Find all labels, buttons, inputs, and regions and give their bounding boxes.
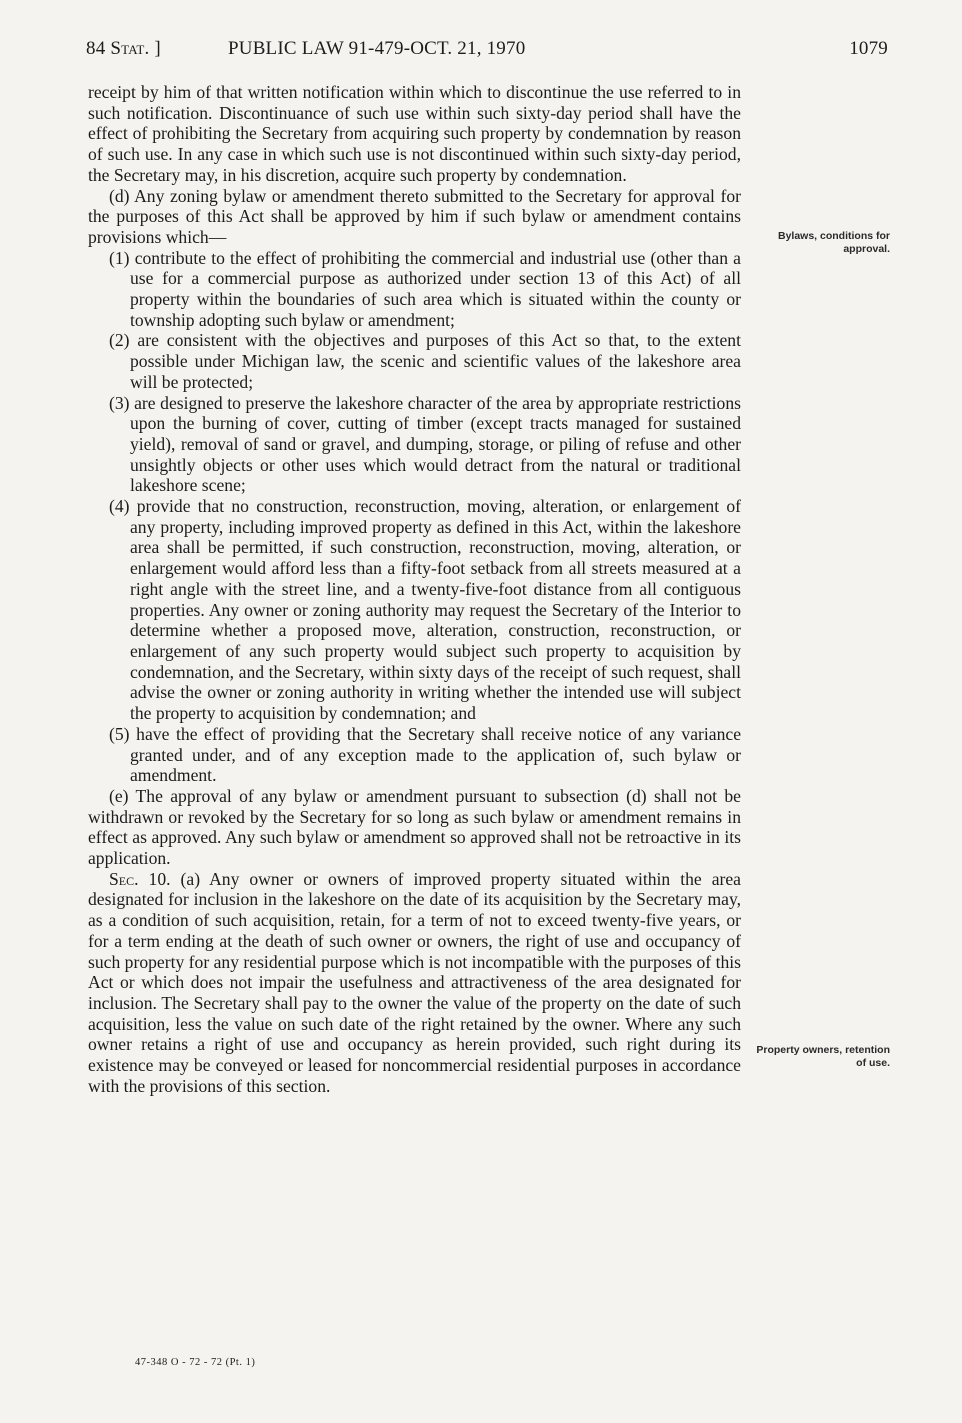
margin-note-bylaws: Bylaws, conditions for approval. bbox=[777, 230, 890, 255]
list-item-2: (2) are consistent with the objectives and purposes of this Act so that, to the extent possible under Michigan law, the scenic and scientific values of the lakeshore area will be protected; bbox=[109, 330, 741, 392]
paragraph-subsection-e: (e) The approval of any bylaw or amendment pursuant to subsection (d) shall not be withdrawn or revoked by the Secretary for so long as such bylaw or amendment remains in effect as approved. Any such bylaw or amendment so approved shall not be retroactive in its application. bbox=[88, 785, 741, 869]
page-number: 1079 bbox=[849, 38, 888, 59]
paragraph-receipt-notification: receipt by him of that written notification within which to discontinue the use referred to in such notification. Discontinuance of such use within such sixty-day period shall have the effect of prohibiting the Secretary from acquiring such property by condemnation by reason of such use. In any case in which such use is not discontinued within such sixty-day period, the Secretary may, in his discretion, acquire such property by condemnation. bbox=[88, 82, 741, 185]
margin-note-property-owners: Property owners, retention of use. bbox=[756, 1044, 890, 1069]
statute-reference: 84 Stat. ] bbox=[86, 38, 161, 59]
main-text bbox=[88, 82, 741, 1096]
running-header bbox=[86, 38, 890, 66]
paragraph-subsection-d: (d) Any zoning bylaw or amendment thereto submitted to the Secretary for approval for the purposes of this Act shall be approved by him if such bylaw or amendment contains provisions which— bbox=[88, 185, 741, 247]
section-10-text: (a) Any owner or owners of improved property situated within the area designated for inclusion in the lakeshore on the date of its acquisition by the Secretary may, as a condition of such acquisition, retain, for a term of not to exceed twenty-five years, or for a term ending at the death of such owner or owners, the right of use and occupancy of such property for any residential purpose which is not incompatible with the purposes of this Act or which does not impair the usefulness and attractiveness of the area designated for inclusion. The Secretary shall pay to the owner the value of the property on the date of such acquisition, less the value on such date of the right retained by the owner. Where any such owner retains a right of use and occupancy as herein provided, such right during its existence may be conveyed or leased for noncommercial residential purposes in accordance with the provisions of this section. bbox=[88, 868, 741, 1096]
section-label: Sec. 10. bbox=[109, 868, 171, 889]
list-item-4: (4) provide that no construction, reconstruction, moving, alteration, or enlargement of any property, including improved property as defined in this Act, within the lakeshore area shall be permitted, if such construction, reconstruction, moving, alteration, or enlargement would afford less than a fifty-foot setback from all streets measured at a right angle with the street line, and a twenty-five-foot distance from all contiguous properties. Any owner or zoning authority may request the Secretary of the Interior to determine whether a proposed move, alteration, construction, reconstruction, or enlargement of any such property would subject such property to acquisition by condemnation, and the Secretary, within sixty days of the receipt of such request, shall advise the owner or zoning authority in writing whether the intended use will subject the property to acquisition by condemnation; and bbox=[109, 496, 741, 724]
printing-code-footer: 47-348 O - 72 - 72 (Pt. 1) bbox=[135, 1357, 256, 1368]
list-item-5: (5) have the effect of providing that the Secretary shall receive notice of any variance granted under, and of any exception made to the application of, such bylaw or amendment. bbox=[109, 723, 741, 786]
list-item-1: (1) contribute to the effect of prohibiting the commercial and industrial use (other than a use for a commercial purpose as authorized under section 13 of this Act) of all property within the boundaries of such area which is situated within the county or township adopting such bylaw or amendment; bbox=[109, 247, 741, 330]
paragraph-section-10 bbox=[88, 869, 741, 1097]
public-law-title: PUBLIC LAW 91-479-OCT. 21, 1970 bbox=[228, 38, 526, 59]
list-item-3: (3) are designed to preserve the lakeshore character of the area by appropriate restrictions upon the burning of cover, cutting of timber (except tracts managed for sustained yield), removal of sand or gravel, and dumping, storage, or piling of refuse and other unsightly objects or other uses which would detract from the natural or traditional lakeshore scene; bbox=[109, 392, 741, 496]
